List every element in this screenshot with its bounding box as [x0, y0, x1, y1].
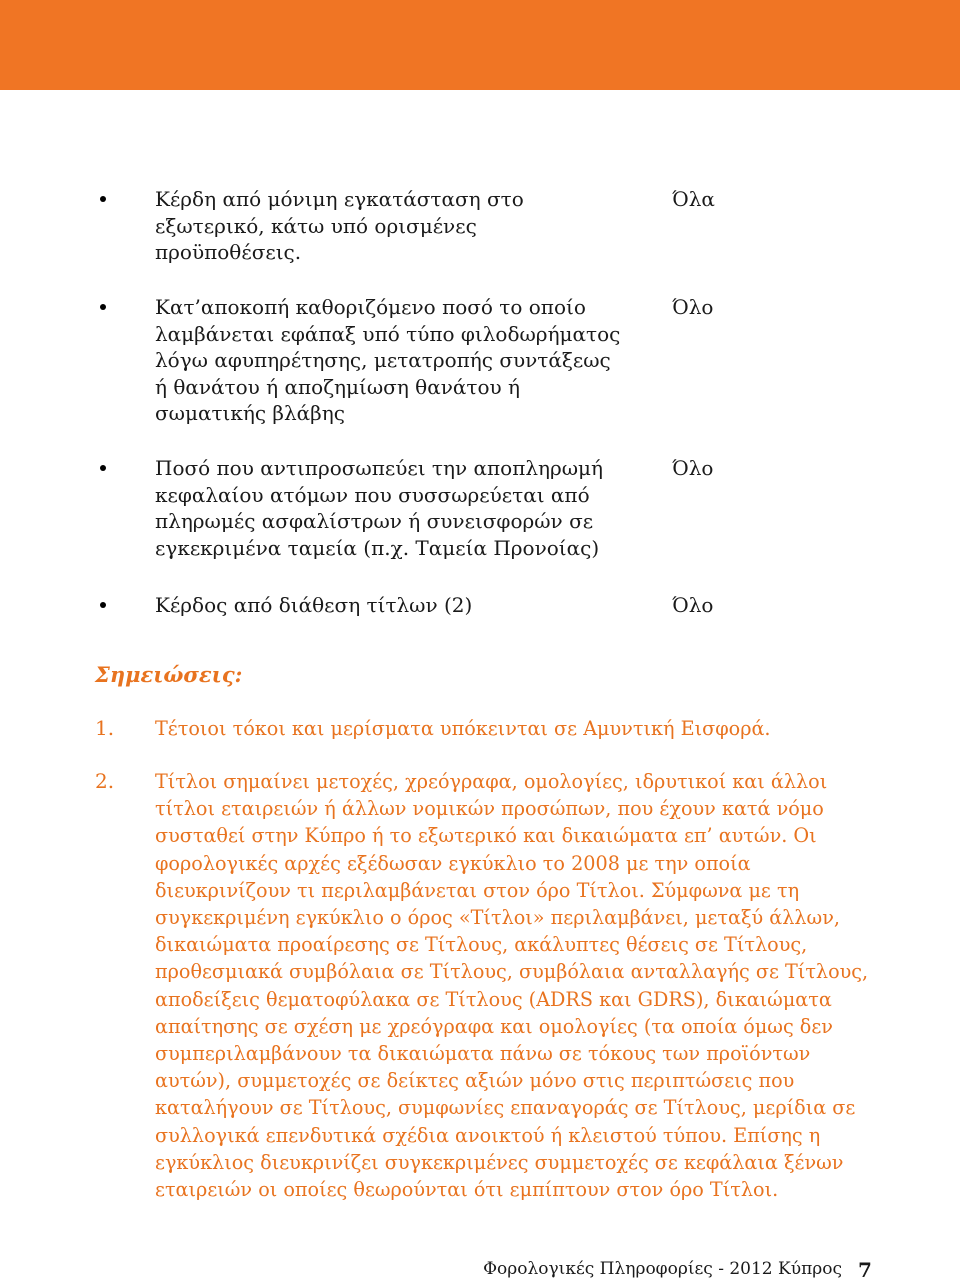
note-text: Τίτλοι σημαίνει μετοχές, χρεόγραφα, ομολογίες, ιδρυτικοί και άλλοι τίτλοι εταιρειών ή άλλων νομικών προσώπων, που έχουν κατά νόμο συσταθεί στην Κύπρο ή το εξωτερικό και δικαιώματα επ’ αυτών. Οι φορολογικές αρχές εξέδωσαν εγκύκλιο το 2008 με την οποία διευκρινίζουν τι περιλαμβάνεται στον όρο Τίτλοι. Σύμφωνα με τη συγκεκριμένη εγκύκλιο ο όρος «Τίτλοι» περιλαμβάνει, μεταξύ άλλων, δικαιώματα προαίρεσης σε Τίτλους, ακάλυπτες θέσεις σε Τίτλους, προθεσμιακά συμβόλαια σε Τίτλους, συμβόλαια ανταλλαγής σε Τίτλους, αποδείξεις θεματοφύλακα σε Τίτλους (ADRS και GDRS), δικαιώματα απαίτησης σε σχέση με χρεόγραφα και ομολογίες (τα οποία όμως δεν συμπεριλαμβάνουν τα δικαιώματα πάνω σε τόκους των προϊόντων αυτών), συμμετοχές σε δείκτες αξιών μόνο στις περιπτώσεις που καταλήγουν σε Τίτλους, συμφωνίες επαναγοράς σε Τίτλους, μερίδια σε συλλογικά επενδυτικά σχέδια ανοικτού ή κλειστού τύπου. Επίσης η εγκύκλιος διευκρινίζει συγκεκριμένες συμμετοχές σε κεφάλαια ξένων εταιρειών οι οποίες θεωρούνται ότι εμπίπτουν στον όρο Τίτλοι. — [155, 770, 869, 1202]
bullet-value: Όλο — [672, 295, 714, 319]
bullet-value: Όλο — [672, 456, 714, 480]
note-number: 2. — [95, 769, 115, 793]
bullet-dot-icon — [100, 465, 106, 471]
bullet-text: Κέρδη από μόνιμη εγκατάσταση στο εξωτερικό, κάτω υπό ορισμένες προϋποθέσεις. — [155, 187, 524, 264]
bullet-text: Κατ’αποκοπή καθοριζόμενο ποσό το οποίο λαμβάνεται εφάπαξ υπό τύπο φιλοδωρήματος λόγω αφυπηρέτησης, μετατροπής συντάξεως ή θανάτου ή αποζημίωση θανάτου ή σωματικής βλάβης — [155, 295, 621, 425]
bullet-value: Όλα — [672, 187, 715, 211]
header-bar — [0, 0, 960, 90]
note-text: Τέτοιοι τόκοι και μερίσματα υπόκεινται σε Αμυντική Εισφορά. — [155, 717, 771, 740]
bullet-value: Όλο — [672, 593, 714, 617]
bullet-dot-icon — [100, 602, 106, 608]
bullet-text: Ποσό που αντιπροσωπεύει την αποπληρωμή κεφαλαίου ατόμων που συσσωρεύεται από πληρωμές ασφαλίστρων ή συνεισφορών σε εγκεκριμένα ταμεία (π.χ. Ταμεία Προνοίας) — [155, 456, 604, 560]
bullet-text: Κέρδος από διάθεση τίτλων (2) — [155, 593, 473, 617]
note-number: 1. — [95, 716, 115, 740]
page-number: 7 — [858, 1258, 872, 1282]
bullet-dot-icon — [100, 304, 106, 310]
notes-title: Σημειώσεις: — [95, 662, 243, 687]
footer-title: Φορολογικές Πληροφορίες - 2012 Κύπρος — [483, 1259, 842, 1279]
bullet-dot-icon — [100, 196, 106, 202]
